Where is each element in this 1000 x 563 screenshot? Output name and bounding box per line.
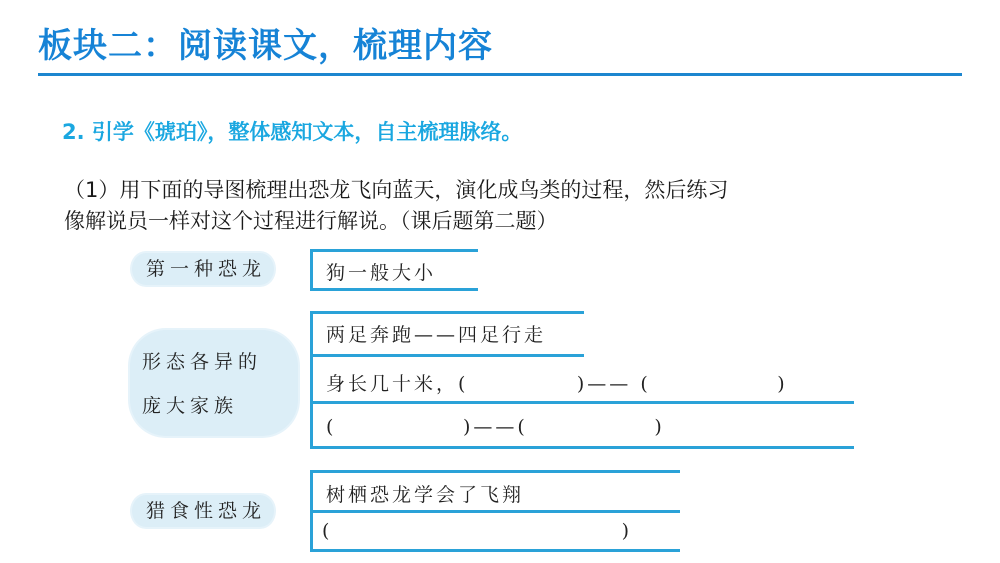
label-diverse-family [130, 330, 298, 436]
task-line-2: 像解说员一样对这个过程进行解说。（课后题第二题） [64, 209, 558, 233]
row-text-3b: ( ) [322, 520, 633, 542]
row-line-1b [310, 288, 478, 291]
row-line-3a [310, 470, 680, 473]
row-text-2b: 身长几十米，( )—— ( ) [326, 373, 788, 395]
row-text-1: 狗一般大小 [326, 262, 437, 284]
section-heading: 2. 引学《琥珀》，整体感知文本，自主梳理脉络。 [62, 120, 523, 144]
label-first-dinosaur: 第一种恐龙 [132, 253, 274, 285]
label-predatory-dinosaur: 猎食性恐龙 [132, 495, 274, 527]
row-line-2c [310, 401, 854, 404]
task-line-1: （1）用下面的导图梳理出恐龙飞向蓝天，演化成鸟类的过程，然后练习 [64, 178, 729, 202]
row-line-3b [310, 510, 680, 513]
bracket-line-2 [310, 311, 313, 449]
row-text-2a: 两足奔跑——四足行走 [326, 324, 547, 346]
label-diverse-line-1: 形态各异的 [142, 351, 263, 373]
title-divider [38, 73, 962, 76]
bracket-line-1 [310, 249, 313, 291]
row-line-2d [310, 446, 854, 449]
row-text-3a: 树栖恐龙学会了飞翔 [326, 484, 525, 506]
row-line-2b [310, 354, 584, 357]
row-line-1a [310, 249, 478, 252]
row-text-2c: ( )——( ) [326, 416, 665, 438]
task-text [64, 175, 964, 237]
label-diverse-line-2: 庞大家族 [142, 395, 239, 417]
page-title: 板块二：阅读课文，梳理内容 [38, 26, 493, 66]
row-line-2a [310, 311, 584, 314]
row-line-3c [310, 549, 680, 552]
